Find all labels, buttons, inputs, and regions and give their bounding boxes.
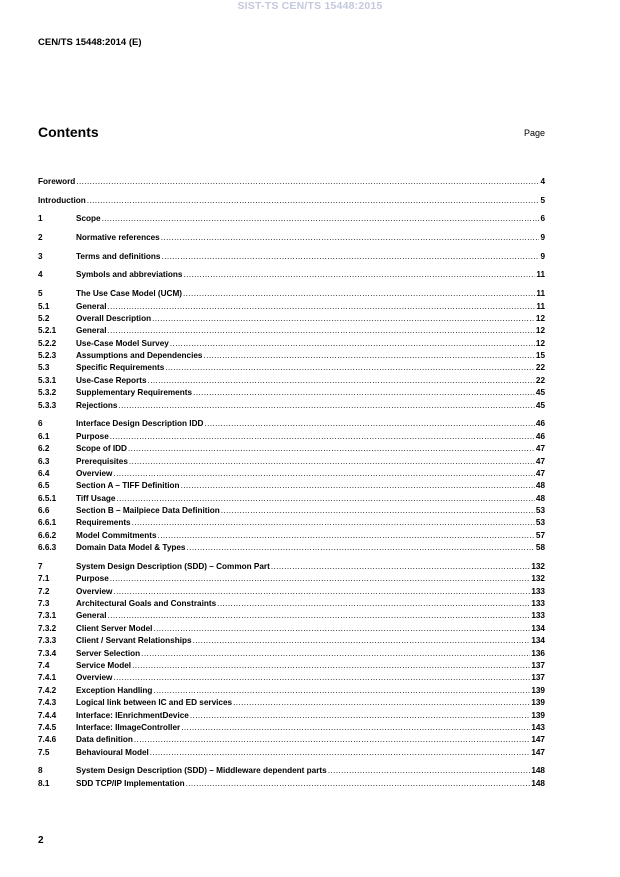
toc-entry-title: Interface: IImageController [76,723,181,732]
toc-entry[interactable] [38,493,545,505]
toc-entry-page: 22 [535,363,545,373]
toc-entry-page: 143 [531,723,545,732]
toc-entry-number: 7.3.1 [38,611,57,621]
toc-entry-number: 5 [38,289,43,299]
toc-entry-page: 136 [531,648,545,658]
toc-entry[interactable] [38,734,545,746]
toc-entry-title: Interface: IEnrichmentDevice [76,710,189,720]
toc-entry-number: 7.4.2 [38,685,57,695]
toc-entry[interactable] [38,561,545,573]
toc-entry-number: 5.3.1 [38,375,57,385]
toc-dot-leader [221,505,535,517]
toc-dot-leader [152,313,535,325]
toc-entry-page: 58 [535,543,545,553]
toc-entry-title: Interface Design Description IDD [76,419,204,429]
toc-entry-number: 5.2 [38,313,50,323]
toc-dot-leader [183,288,535,300]
toc-entry-title: Overall Description [76,313,152,323]
toc-entry-title: Symbols and abbreviations [76,270,183,280]
toc-entry-title: Client Server Model [76,623,153,633]
toc-dot-leader [271,561,531,573]
toc-entry-page: 132 [531,574,545,584]
toc-entry-title: Terms and definitions [76,251,161,261]
toc-entry[interactable] [38,586,545,598]
toc-entry-title: Purpose [76,431,109,441]
toc-entry-number: 5.3.3 [38,400,57,410]
document-id: CEN/TS 15448:2014 (E) [38,37,142,48]
toc-entry-page: 47 [535,456,545,466]
toc-dot-leader [108,610,531,622]
toc-entry[interactable] [38,598,545,610]
toc-entry-title: Service Model [76,661,132,671]
toc-entry-page: 45 [535,400,545,410]
toc-entry-title: Scope [76,214,101,224]
toc-entry-number: 5.2.3 [38,351,57,361]
toc-entry-page: 15 [535,351,545,361]
toc-entry-title: Tiff Usage [76,493,116,503]
toc-dot-leader [190,710,530,722]
toc-entry[interactable] [38,313,545,325]
toc-entry[interactable] [38,672,545,684]
toc-entry[interactable] [38,301,545,313]
toc-dot-leader [108,301,536,313]
toc-entry-page: 148 [531,778,545,788]
toc-dot-leader [233,697,530,709]
toc-entry-page: 134 [531,636,545,646]
toc-entry-title: Overview [76,586,113,596]
toc-entry-title: General [76,326,107,336]
toc-dot-leader [132,660,530,672]
toc-entry[interactable] [38,362,545,374]
toc-entry-page: 147 [531,735,545,745]
toc-entry-number: 8.1 [38,778,50,788]
toc-entry-page: 133 [531,611,545,621]
toc-dot-leader [217,598,530,610]
toc-entry-number: 1 [38,214,43,224]
toc-entry-page: 139 [531,685,545,695]
toc-dot-leader [158,530,535,542]
toc-dot-leader [128,443,535,455]
toc-entry-page: 12 [535,326,545,336]
toc-dot-leader [118,400,534,412]
toc-entry-page: 11 [536,270,545,280]
toc-entry[interactable] [38,213,545,225]
toc-entry-title: Section B – Mailpiece Data Definition [76,506,220,516]
toc-entry-title: Logical link between IC and ED services [76,698,233,708]
toc-entry-title: Server Selection [76,648,141,658]
toc-dot-leader [193,635,531,647]
toc-entry[interactable] [38,685,545,697]
toc-entry[interactable] [38,195,545,207]
toc-dot-leader [113,586,530,598]
toc-entry-page: 11 [536,289,545,299]
toc-entry[interactable] [38,251,545,263]
toc-entry-number: 7.4.5 [38,723,57,732]
toc-entry-page: 137 [531,673,545,683]
toc-dot-leader [181,480,535,492]
toc-entry-title: Requirements [76,518,131,528]
page-number: 2 [38,835,44,846]
toc-entry[interactable] [38,325,545,337]
toc-entry[interactable] [38,573,545,585]
toc-entry-title: Rejections [76,400,118,410]
toc-entry-title: Overview [76,468,113,478]
toc-dot-leader [187,542,535,554]
toc-entry-page: 133 [531,599,545,609]
toc-entry-page: 139 [531,698,545,708]
toc-dot-leader [87,195,540,207]
toc-entry-page: 134 [531,623,545,633]
toc-entry-number: 5.1 [38,301,50,311]
toc-entry-number: 6.6.3 [38,543,57,553]
toc-entry-title: Use-Case Model Survey [76,338,169,348]
toc-entry[interactable] [38,635,545,647]
toc-entry-title: Introduction [38,195,86,205]
toc-entry-number: 6.5 [38,481,50,491]
toc-entry-number: 5.3 [38,363,50,373]
toc-entry[interactable] [38,269,545,281]
toc-entry-number: 6.6.2 [38,530,57,540]
toc-entry-page: 133 [531,586,545,596]
toc-entry-page: 22 [535,375,545,385]
toc-entry[interactable] [38,747,545,759]
toc-entry-title: General [76,301,107,311]
toc-entry-number: 7.2 [38,586,50,596]
toc-entry-number: 6.1 [38,431,50,441]
toc-entry[interactable] [38,176,545,188]
toc-entry-number: 6.2 [38,444,50,454]
contents-title: Contents [38,124,99,140]
toc-dot-leader [186,778,531,790]
toc-dot-leader [141,648,530,660]
toc-entry-number: 5.2.2 [38,338,57,348]
toc-entry-number: 2 [38,233,43,243]
toc-entry-number: 7.3 [38,599,50,609]
toc-entry[interactable] [38,697,545,709]
toc-entry[interactable] [38,232,545,244]
toc-entry[interactable] [38,431,545,443]
toc-entry-number: 7.3.4 [38,648,57,658]
toc-entry-page: 137 [531,661,545,671]
toc-dot-leader [153,685,530,697]
toc-dot-leader [328,765,531,777]
toc-entry-number: 5.2.1 [38,326,57,336]
toc-entry-page: 4 [540,177,545,186]
toc-entry[interactable] [38,660,545,672]
toc-entry-title: Client / Servant Relationships [76,636,192,646]
toc-dot-leader [204,418,535,430]
toc-entry-number: 7.3.3 [38,636,57,646]
toc-entry-title: Overview [76,673,113,683]
watermark: SIST-TS CEN/TS 15448:2015 [237,0,383,12]
toc-entry[interactable] [38,375,545,387]
toc-entry-title: System Design Description (SDD) – Middleware dependent parts [76,766,327,776]
toc-entry-page: 46 [535,431,545,441]
toc-dot-leader [161,251,539,263]
toc-entry[interactable] [38,480,545,492]
toc-entry-page: 45 [535,388,545,398]
toc-entry-page: 48 [535,481,545,491]
toc-entry[interactable] [38,418,545,430]
toc-entry-number: 7.4.6 [38,735,57,745]
toc-entry-title: Exception Handling [76,685,153,695]
toc-entry-title: Prerequisites [76,456,128,466]
toc-entry-title: Normative references [76,233,160,243]
toc-entry-title: Use-Case Reports [76,375,147,385]
toc-dot-leader [203,350,534,362]
toc-entry-page: 6 [540,214,545,224]
toc-entry-page: 46 [535,419,545,429]
toc-dot-leader [113,468,534,480]
toc-entry-page: 48 [535,493,545,503]
toc-entry[interactable] [38,400,545,412]
toc-dot-leader [129,456,535,468]
toc-entry[interactable] [38,610,545,622]
toc-entry[interactable] [38,530,545,542]
toc-dot-leader [110,431,535,443]
toc-dot-leader [170,338,535,350]
toc-entry-title: Purpose [76,574,109,584]
toc-entry[interactable] [38,350,545,362]
toc-entry[interactable] [38,623,545,635]
toc-dot-leader [132,517,535,529]
toc-entry-page: 148 [531,766,545,776]
toc-entry[interactable] [38,778,545,790]
toc-entry-number: 6 [38,419,43,429]
toc-entry[interactable] [38,456,545,468]
toc-dot-leader [148,375,535,387]
toc-entry[interactable] [38,443,545,455]
toc-entry[interactable] [38,387,545,399]
toc-entry-page: 11 [536,301,545,311]
toc-entry-number: 8 [38,766,43,776]
toc-entry-number: 6.6 [38,506,50,516]
toc-entry-page: 9 [540,251,545,261]
toc-dot-leader [193,387,535,399]
toc-entry-number: 6.5.1 [38,493,57,503]
toc-entry-title: Behavioural Model [76,747,149,757]
toc-entry-title: Data definition [76,735,133,745]
toc-entry[interactable] [38,517,545,529]
toc-dot-leader [161,232,540,244]
toc-entry-page: 147 [531,747,545,757]
toc-entry-number: 7.5 [38,747,50,757]
toc-entry-number: 7.4 [38,661,50,671]
toc-entry-number: 6.3 [38,456,50,466]
toc-entry-number: 7.4.3 [38,698,57,708]
toc-dot-leader [150,747,531,759]
toc-entry-title: Section A – TIFF Definition [76,481,180,491]
toc-entry-number: 6.6.1 [38,518,57,528]
toc-entry-title: System Design Description (SDD) – Common Part [76,561,270,571]
toc-dot-leader [116,493,534,505]
table-of-contents [38,176,545,790]
toc-entry-number: 7.3.2 [38,623,57,633]
toc-entry-title: General [76,611,107,621]
toc-entry-page: 12 [535,338,545,348]
toc-entry-number: 3 [38,251,43,261]
toc-entry-title: Assumptions and Dependencies [76,351,203,361]
toc-entry-page: 53 [535,506,545,516]
toc-dot-leader [76,176,539,188]
toc-dot-leader [153,623,530,635]
toc-entry-title: Foreword [38,177,76,186]
toc-entry-page: 132 [531,561,545,571]
toc-entry-page: 9 [540,233,545,243]
toc-entry[interactable] [38,288,545,300]
toc-entry-title: Model Commitments [76,530,157,540]
toc-entry-page: 5 [540,195,545,205]
toc-entry-page: 12 [535,313,545,323]
toc-entry-page: 47 [535,468,545,478]
toc-entry-title: The Use Case Model (UCM) [76,289,182,299]
toc-dot-leader [165,362,535,374]
toc-entry-title: SDD TCP/IP Implementation [76,778,185,788]
toc-entry-title: Scope of IDD [76,444,127,454]
toc-dot-leader [134,734,530,746]
toc-entry[interactable] [38,765,545,777]
toc-dot-leader [102,213,540,225]
toc-entry-number: 6.4 [38,468,50,478]
toc-dot-leader [183,269,535,281]
toc-entry-title: Architectural Goals and Constraints [76,599,217,609]
toc-entry-title: Specific Requirements [76,363,165,373]
toc-entry-page: 57 [535,530,545,540]
toc-entry-number: 7.1 [38,574,50,584]
toc-entry[interactable] [38,542,545,554]
toc-entry-page: 47 [535,444,545,454]
toc-entry-page: 53 [535,518,545,528]
toc-entry[interactable] [38,710,545,722]
toc-entry-number: 4 [38,270,43,280]
toc-entry[interactable] [38,505,545,517]
toc-dot-leader [110,573,531,585]
page-column-heading: Page [523,128,545,138]
toc-dot-leader [113,672,530,684]
toc-entry-number: 7.4.1 [38,673,57,683]
toc-entry[interactable] [38,468,545,480]
toc-entry-number: 7 [38,561,43,571]
toc-entry-title: Supplementary Requirements [76,388,193,398]
toc-entry[interactable] [38,648,545,660]
toc-dot-leader [108,325,535,337]
toc-entry[interactable] [38,338,545,350]
toc-entry-number: 5.3.2 [38,388,57,398]
toc-entry[interactable] [38,722,545,734]
toc-dot-leader [181,722,530,734]
toc-entry-title: Domain Data Model & Types [76,543,186,553]
toc-entry-page: 139 [531,710,545,720]
toc-entry-number: 7.4.4 [38,710,57,720]
